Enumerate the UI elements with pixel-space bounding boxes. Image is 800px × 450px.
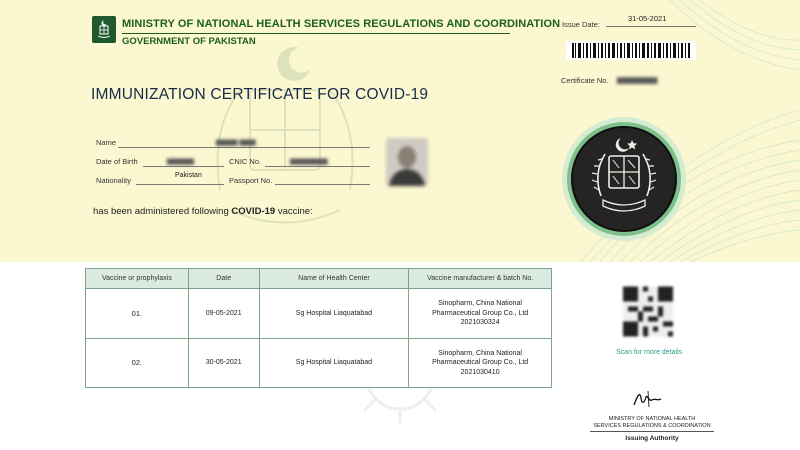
column-header-health-center: Name of Health Center — [259, 269, 409, 289]
dose-number: 01. — [86, 289, 189, 339]
passport-line — [275, 184, 370, 185]
qr-code-icon[interactable] — [623, 286, 673, 337]
issue-date-value: 31-05-2021 — [628, 14, 667, 23]
health-center: Sg Hospital Liaquatabad — [259, 338, 409, 388]
signature-rule — [590, 431, 714, 432]
administered-vaccine: COVID-19 — [231, 206, 276, 217]
signing-ministry-line: MINISTRY OF NATIONAL HEALTH — [608, 416, 696, 422]
signing-ministry-line: SERVICES REGULATIONS & COORDINATION — [593, 423, 711, 429]
manufacturer-cell — [409, 289, 552, 339]
nationality-line — [136, 184, 224, 185]
nationality-label: Nationality — [96, 176, 132, 185]
certificate-title: IMMUNIZATION CERTIFICATE FOR COVID-19 — [91, 86, 429, 103]
manufacturer-line: Sinopharm, China National — [438, 300, 522, 307]
name-line — [118, 147, 370, 148]
column-header-date: Date — [188, 269, 259, 289]
government-title: GOVERNMENT OF PAKISTAN — [122, 36, 256, 47]
table-row — [86, 338, 552, 388]
dob-value-redacted: ▆▆▆▆▆ — [167, 158, 194, 165]
issue-date-label: Issue Date: — [562, 20, 600, 29]
dose-number: 02. — [86, 338, 189, 388]
table-header-row — [86, 269, 552, 289]
name-label: Name — [96, 138, 117, 147]
certificate-number-label: Certificate No. — [561, 76, 609, 85]
passport-label: Passport No. — [229, 176, 273, 185]
batch-number: 2021030410 — [460, 368, 500, 376]
header-rule — [122, 33, 510, 34]
cnic-value-redacted: ▆▆▆▆▆▆▆ — [290, 158, 328, 165]
photo-icon — [386, 138, 428, 186]
manufacturer-cell — [409, 338, 552, 388]
dose-date: 09-05-2021 — [188, 289, 259, 339]
administered-prefix: has been administered following — [93, 206, 232, 217]
administered-suffix: vaccine: — [275, 206, 313, 217]
nationality-value: Pakistan — [175, 172, 202, 179]
dob-line — [143, 166, 224, 167]
barcode-icon — [566, 41, 696, 60]
batch-number: 2021030324 — [460, 319, 500, 326]
table-row — [86, 289, 552, 339]
signing-ministry — [592, 416, 712, 430]
issuing-authority: Issuing Authority — [625, 435, 679, 442]
manufacturer-line: Pharmaceutical Group Co., Ltd — [432, 309, 529, 317]
dob-label: Date of Birth — [96, 157, 138, 166]
column-header-vaccine: Vaccine or prophylaxis — [86, 269, 189, 289]
vaccination-table — [85, 268, 552, 388]
column-header-manufacturer: Vaccine manufacturer & batch No. — [409, 269, 552, 289]
ministry-title: MINISTRY OF NATIONAL HEALTH SERVICES REGULATIONS AND COORDINATION — [122, 18, 561, 30]
issue-date-line — [606, 26, 696, 27]
health-center: Sg Hospital Liaquatabad — [259, 289, 409, 339]
cnic-line — [265, 166, 370, 167]
signature-icon — [630, 388, 666, 410]
manufacturer-line: Pharmaceutical Group Co., Ltd — [432, 359, 529, 366]
dose-date: 30-05-2021 — [188, 338, 259, 388]
scan-caption: Scan for more details — [616, 349, 683, 356]
cnic-label: CNIC No. — [229, 157, 262, 166]
manufacturer-line: Sinopharm, China National — [438, 349, 522, 357]
name-value-redacted: ▆▆▆▆ ▆▆▆ — [216, 139, 256, 146]
pakistan-emblem-icon — [92, 16, 116, 43]
certificate-number-redacted: ▆▆▆▆▆▆▆ — [617, 75, 658, 84]
administered-statement — [93, 206, 313, 217]
pakistan-emblem-icon — [561, 116, 687, 242]
